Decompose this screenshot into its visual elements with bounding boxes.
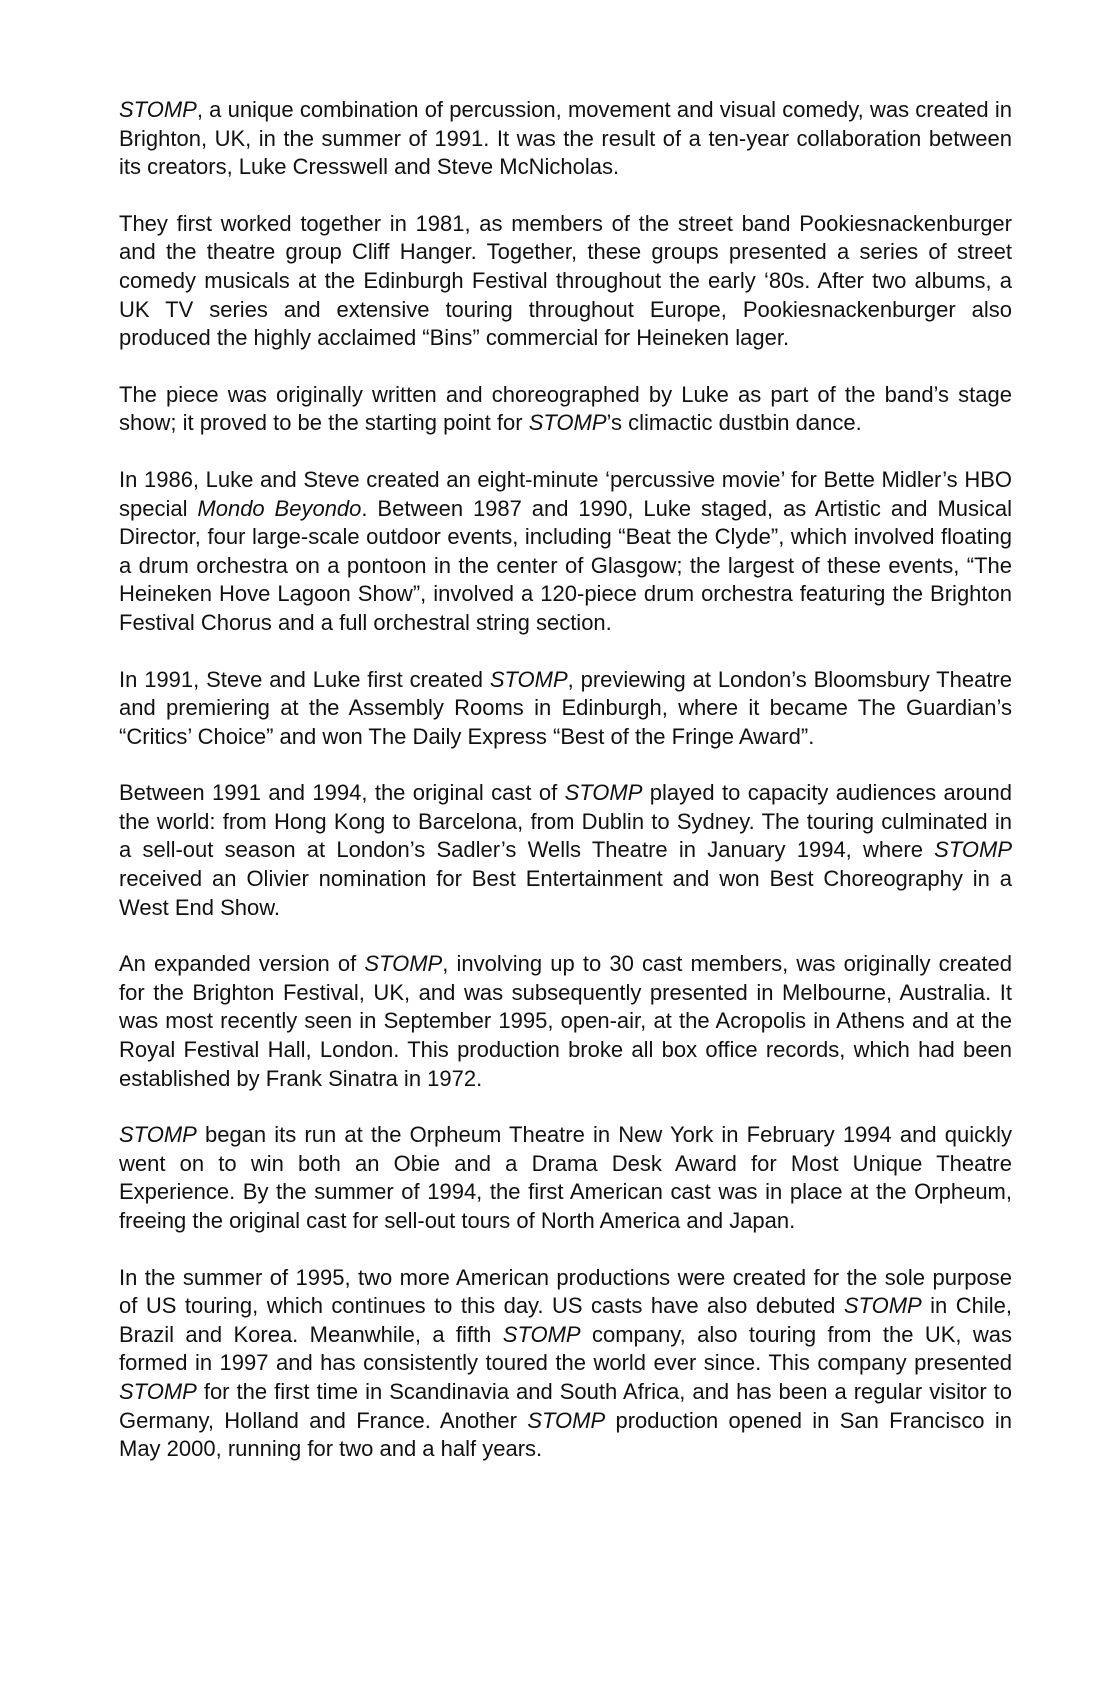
paragraph-text: began its run at the Orpheum Theatre in New York in February 1994 and quickly went on to win both an Obie and a Drama Desk Award for Most Unique Theatre Experience. By the summer of 1994, the first American cast was in place at the Orpheum, freeing the original cast for sell-out tours of North America and Japan. [119,1122,1012,1233]
paragraph-text: , involving up to 30 cast members, was originally created for the Brighton Festival, UK, and was subsequently presented in Melbourne, Australia. It was most recently seen in September 1995, open-air, at the Acropolis in Athens and at the Royal Festival Hall, London. This production broke all box office records, which had been established by Frank Sinatra in 1972. [119,951,1012,1091]
italic-title-text: STOMP [564,780,643,806]
italic-title-text: STOMP [528,410,607,436]
paragraph-text: In 1986, Luke and Steve created an eight-minute ‘percussive movie’ for Bette Midler’s HBO special [119,466,1012,521]
paragraph-text: Between 1991 and 1994, the original cast of [119,780,565,806]
italic-title-text: STOMP [489,666,568,692]
paragraph-1 [119,96,1012,182]
paragraph-text: , a unique combination of percussion, movement and visual comedy, was created in Brighton, UK, in the summer of 1991. It was the result of a ten-year collaboration between its creators, Luke Cresswell and Steve McNicholas. [119,97,1012,180]
italic-title-text: STOMP [527,1407,606,1433]
italic-title-text: STOMP [364,951,443,977]
italic-title-text: STOMP [119,1378,197,1404]
paragraph-text: . Between 1987 and 1990, Luke staged, as Artistic and Musical Director, four large-scale outdoor events, including “Beat the Clyde”, which involved floating a drum orchestra on a pontoon in the center of Glasgow; the largest of these events, “The Heineken Hove Lagoon Show”, involved a 120-piece drum orchestra featuring the Brighton Festival Chorus and a full orchestral string section. [119,495,1013,635]
paragraph-text: In the summer of 1995, two more American productions were created for the sole purpose of US touring, which continues to this day. US casts have also debuted [119,1264,1012,1319]
paragraph-text: company, also touring from the UK, was formed in 1997 and has consistently toured the world ever since. This company presented [119,1321,1012,1376]
paragraph-6 [119,779,1012,922]
paragraph-text: in Chile, Brazil and Korea. Meanwhile, a fifth [119,1293,1013,1347]
paragraph-text: production opened in San Francisco in May 2000, running for two and a half years. [119,1407,1012,1462]
paragraph-3 [119,381,1012,438]
italic-title-text: STOMP [502,1321,581,1347]
paragraph-9 [119,1264,1012,1464]
italic-title-text: STOMP [843,1293,922,1319]
paragraph-5 [119,666,1012,752]
paragraph-text: for the first time in Scandinavia and South Africa, and has been a regular visitor to Germany, Holland and France. Another [119,1378,1012,1433]
paragraph-text: They first worked together in 1981, as members of the street band Pookiesnackenburger and the theatre group Cliff Hanger. Together, these groups presented a series of street comedy musicals at the Edinburgh Festival throughout the early ‘80s. After two albums, a UK TV series and extensive touring throughout Europe, Pookiesnackenburger also produced the highly acclaimed “Bins” commercial for Heineken lager. [119,210,1012,351]
paragraph-text: received an Olivier nomination for Best Entertainment and won Best Choreography in a West End Show. [119,866,1012,920]
paragraph-text: An expanded version of [119,951,365,977]
italic-title-text: STOMP [119,1122,197,1148]
paragraph-7 [119,950,1012,1093]
document-page [119,96,1012,1464]
paragraph-text: ’s climactic dustbin dance. [606,410,862,436]
italic-title-text: STOMP [119,97,197,122]
italic-title-text: STOMP [934,837,1012,863]
italic-title-text: Mondo Beyondo [197,495,362,521]
paragraph-text: The piece was originally written and choreographed by Luke as part of the band’s stage show; it proved to be the starting point for [119,381,1012,436]
paragraph-4 [119,466,1012,638]
paragraph-text: played to capacity audiences around the world: from Hong Kong to Barcelona, from Dublin to Sydney. The touring culminated in a sell-out season at London’s Sadler’s Wells Theatre in January 1994, where [119,780,1012,863]
paragraph-text: , previewing at London’s Bloomsbury Theatre and premiering at the Assembly Rooms in Edinburgh, where it became The Guardian’s “Critics’ Choice” and won The Daily Express “Best of the Fringe Award”. [119,666,1012,749]
paragraph-text: In 1991, Steve and Luke first created [119,666,490,692]
paragraph-2 [119,210,1012,353]
paragraph-8 [119,1121,1012,1235]
